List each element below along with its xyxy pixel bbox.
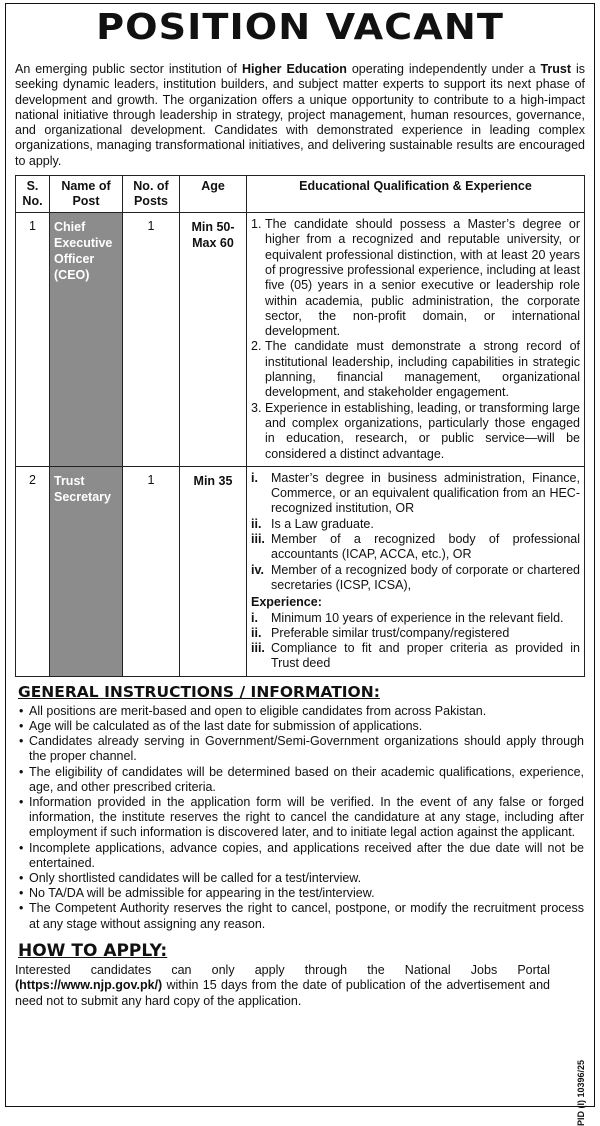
qualification-item	[251, 563, 580, 594]
intro-text-2: operating independently under a	[346, 62, 541, 76]
intro-bold-2: Trust	[540, 62, 572, 76]
bullet-icon: •	[19, 734, 24, 749]
page-title: POSITION VACANT	[96, 7, 504, 48]
qualification-item	[251, 471, 580, 517]
header-qualification: Educational Qualification & Experience	[247, 176, 585, 213]
bullet-icon: •	[19, 794, 24, 809]
row-qualification	[247, 213, 585, 467]
list-item-text: Only shortlisted candidates will be called for a test/interview.	[29, 870, 362, 885]
intro-text-1: An emerging public sector institution of	[15, 62, 242, 76]
list-item-text: Age will be calculated as of the last date for submission of applications.	[29, 718, 423, 733]
list-item	[19, 795, 584, 841]
row-age: Min 50- Max 60	[180, 213, 247, 467]
how-to-apply-heading: HOW TO APPLY:	[18, 940, 168, 961]
item-text: Preferable similar trust/company/registered	[271, 625, 510, 640]
list-item	[19, 901, 584, 931]
list-item	[19, 765, 584, 795]
bullet-icon: •	[19, 870, 24, 885]
row-age: Min 35	[180, 466, 247, 676]
pid-reference	[576, 996, 588, 1126]
list-item-text: All positions are merit-based and open to eligible candidates from across Pakistan.	[29, 703, 487, 718]
item-number: 2.	[251, 339, 262, 354]
bullet-icon: •	[19, 840, 24, 855]
list-item-text: No TA/DA will be admissible for appearing in the test/interview.	[29, 886, 375, 901]
row-post-name: Chief Executive Officer (CEO)	[50, 213, 123, 467]
intro-text-3: is seeking dynamic leaders, institution builders, and subject matter experts to support its next phase of development and growth. The organization offers a unique opportunity to contribute to a high-impact national initiative through leadership in strategy, project management, human resources, governance, and organizational development. Candidates with demonstrated experience in leading complex organizations, managing transformational initiatives, and delivering sustainable results are encouraged to apply.	[15, 62, 586, 168]
item-number: 3.	[251, 400, 262, 415]
list-item-text: The eligibility of candidates will be determined based on their academic qualifications, experience, age, and other prescribed criteria.	[29, 764, 584, 794]
table-row	[16, 213, 585, 467]
general-instructions-heading: GENERAL INSTRUCTIONS / INFORMATION:	[18, 682, 380, 701]
item-number: ii.	[251, 516, 262, 531]
item-text: Member of a recognized body of corporate or chartered secretaries (ICSP, ICSA),	[271, 562, 580, 592]
qualification-item	[251, 339, 580, 400]
list-item-text: Incomplete applications, advance copies, and applications received after the due date will not be entertained.	[29, 840, 584, 870]
qualification-item	[251, 401, 580, 462]
header-no-of-posts: No. of Posts	[123, 176, 180, 213]
bullet-icon: •	[19, 901, 24, 916]
intro-bold-1: Higher Education	[241, 62, 347, 76]
list-item	[19, 886, 584, 901]
item-number: iii.	[251, 532, 265, 547]
apply-text-2: within 15 days from the date of publication of the advertisement and need not to submit any hard copy of the application.	[15, 978, 550, 1008]
row-post-name: Trust Secretary	[50, 466, 123, 676]
list-item-text: Candidates already serving in Government/Semi-Government organizations should apply through the proper channel.	[29, 734, 584, 764]
qualification-item	[251, 517, 580, 532]
row-no-of-posts: 1	[123, 466, 180, 676]
header-age: Age	[180, 176, 247, 213]
table-header-row	[16, 176, 585, 213]
bullet-icon: •	[19, 703, 24, 718]
item-number: ii.	[251, 625, 262, 640]
how-to-apply-paragraph	[6, 963, 559, 1009]
row-sno: 1	[16, 213, 50, 467]
list-item	[19, 841, 584, 871]
list-item-text: Information provided in the application form will be verified. In the event of any false or forged information, the institute reserves the right to cancel the candidature at any stage, including after employment if such information is discovered later, and to initiate legal action against the applicant.	[29, 794, 584, 840]
intro-paragraph	[6, 62, 594, 169]
bullet-icon: •	[19, 718, 24, 733]
item-number: i.	[251, 610, 258, 625]
header-sno: S. No.	[16, 176, 50, 213]
item-text: Minimum 10 years of experience in the relevant field.	[271, 610, 564, 625]
portal-link[interactable]: (https://www.njp.gov.pk/)	[15, 978, 163, 993]
experience-item	[251, 611, 580, 626]
job-advertisement	[5, 3, 595, 1126]
item-text: Is a Law graduate.	[271, 516, 374, 531]
list-item	[19, 719, 584, 734]
experience-heading: Experience:	[251, 595, 322, 610]
experience-item	[251, 626, 580, 641]
header-post-name: Name of Post	[50, 176, 123, 213]
item-number: iv.	[251, 562, 264, 577]
item-number: iii.	[251, 641, 265, 656]
list-item	[19, 734, 584, 764]
table-row	[16, 466, 585, 676]
bullet-icon: •	[19, 886, 24, 901]
qualification-item	[251, 532, 580, 563]
list-item	[19, 871, 584, 886]
row-sno: 2	[16, 466, 50, 676]
positions-table	[15, 175, 585, 677]
item-text: The candidate should possess a Master’s degree or higher from a recognized and reputable university, or equivalent professional distinction, with at least 20 years of progressive professional experience, including at least five (05) years in a senior executive or leadership role within academia, public administration, the corporate sector, the non-profit domain, or international development.	[265, 217, 580, 339]
item-text: The candidate must demonstrate a strong record of institutional leadership, including capabilities in strategic planning, financial management, organizational development, and stakeholder engagement.	[265, 339, 580, 400]
item-text: Compliance to fit and proper criteria as provided in Trust deed	[271, 641, 580, 671]
list-item	[19, 704, 584, 719]
qualification-item	[251, 217, 580, 339]
item-text: Experience in establishing, leading, or transforming large and complex organizations, particularly those engaged in education, research, or public service—will be considered a distinct advantage.	[265, 400, 580, 461]
row-no-of-posts: 1	[123, 213, 180, 467]
list-item-text: The Competent Authority reserves the right to cancel, postpone, or modify the recruitment process at any stage without assigning any reason.	[29, 901, 584, 931]
pid-text: PID (I) 10396/25	[576, 1059, 586, 1126]
item-number: i.	[251, 470, 258, 485]
item-number: 1.	[251, 217, 262, 232]
bullet-icon: •	[19, 764, 24, 779]
item-text: Master’s degree in business administration, Finance, Commerce, or an equivalent qualification from an HEC-recognized institution, OR	[271, 470, 580, 516]
apply-text-1: Interested candidates can only apply through the National Jobs Portal	[15, 962, 550, 977]
general-instructions-list	[6, 704, 594, 932]
experience-item	[251, 641, 580, 672]
item-text: Member of a recognized body of professional accountants (ICAP, ACCA, etc.), OR	[271, 532, 580, 562]
row-qualification	[247, 466, 585, 676]
